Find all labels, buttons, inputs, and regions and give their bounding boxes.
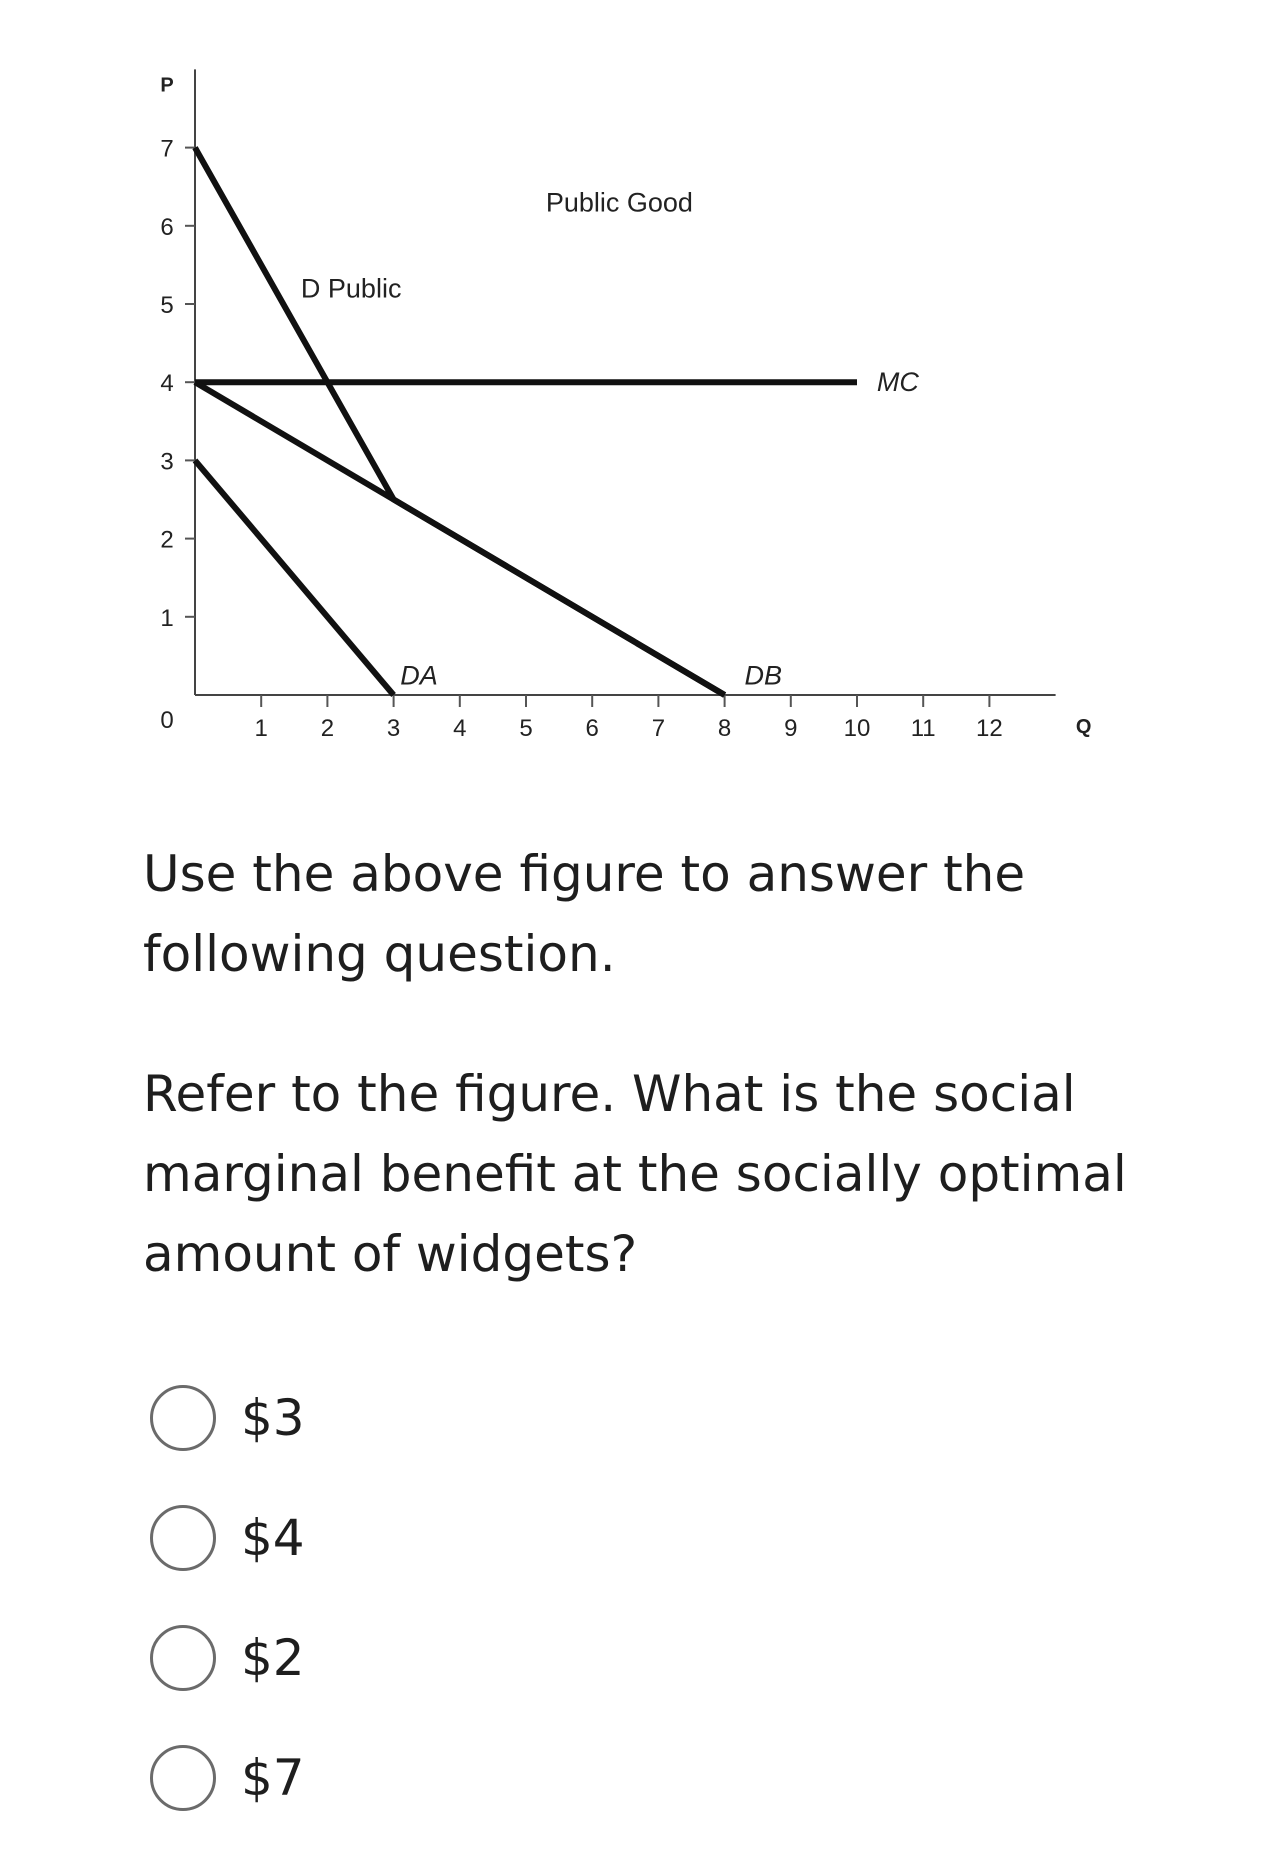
y-axis-label: P [160,74,174,97]
answer-option-3[interactable] [150,1618,305,1698]
chart-labels [160,74,1091,742]
answer-option-1[interactable] [150,1378,305,1458]
x-tick-label-10: 10 [843,715,871,742]
question-prompt: Refer to the figure. What is the social marginal benefit at the socially optimal amount of widgets? [143,1065,1127,1283]
radio-button-3[interactable] [150,1625,216,1691]
y-tick-label-7: 7 [160,135,174,163]
series-label-d-public: D Public [300,273,402,304]
x-tick-label-9: 9 [784,715,798,742]
series-line-d-public [195,148,725,695]
option-label-2: $4 [241,1509,305,1567]
answer-options [150,1378,305,1858]
option-label-1: $3 [241,1389,305,1447]
y-tick-label-3: 3 [160,448,174,476]
origin-label: 0 [160,707,174,734]
x-tick-label-8: 8 [717,715,732,742]
series-line-db [195,382,725,695]
x-tick-label-5: 5 [519,715,533,742]
series-line-da [195,460,394,695]
y-tick-label-6: 6 [160,213,174,241]
radio-button-2[interactable] [150,1505,216,1571]
x-tick-label-7: 7 [651,715,666,742]
chart-axes [185,69,1056,707]
x-tick-label-3: 3 [386,715,401,742]
series-label-da: DA [400,660,438,691]
x-axis-label: Q [1075,716,1092,738]
option-label-3: $2 [241,1629,305,1687]
x-tick-label-12: 12 [976,715,1003,742]
x-tick-label-11: 11 [910,715,936,742]
x-tick-label-1: 1 [254,715,268,742]
answer-option-4[interactable] [150,1738,305,1818]
x-tick-label-6: 6 [585,715,599,742]
x-tick-label-2: 2 [320,715,335,742]
y-tick-label-5: 5 [160,292,174,319]
series-label-mc: MC [876,367,919,398]
public-good-chart [0,0,1263,780]
radio-button-1[interactable] [150,1385,216,1451]
radio-button-4[interactable] [150,1745,216,1811]
y-tick-label-2: 2 [160,526,174,554]
x-tick-label-4: 4 [453,715,467,742]
y-tick-label-4: 4 [160,370,174,398]
series-label-db: DB [744,660,782,691]
chart-series [195,148,857,695]
chart-annotation-1: Public Good [545,187,693,218]
option-label-4: $7 [241,1749,305,1807]
question-intro: Use the above figure to answer the following question. [143,845,1026,983]
answer-option-2[interactable] [150,1498,305,1578]
y-tick-label-1: 1 [160,604,174,632]
